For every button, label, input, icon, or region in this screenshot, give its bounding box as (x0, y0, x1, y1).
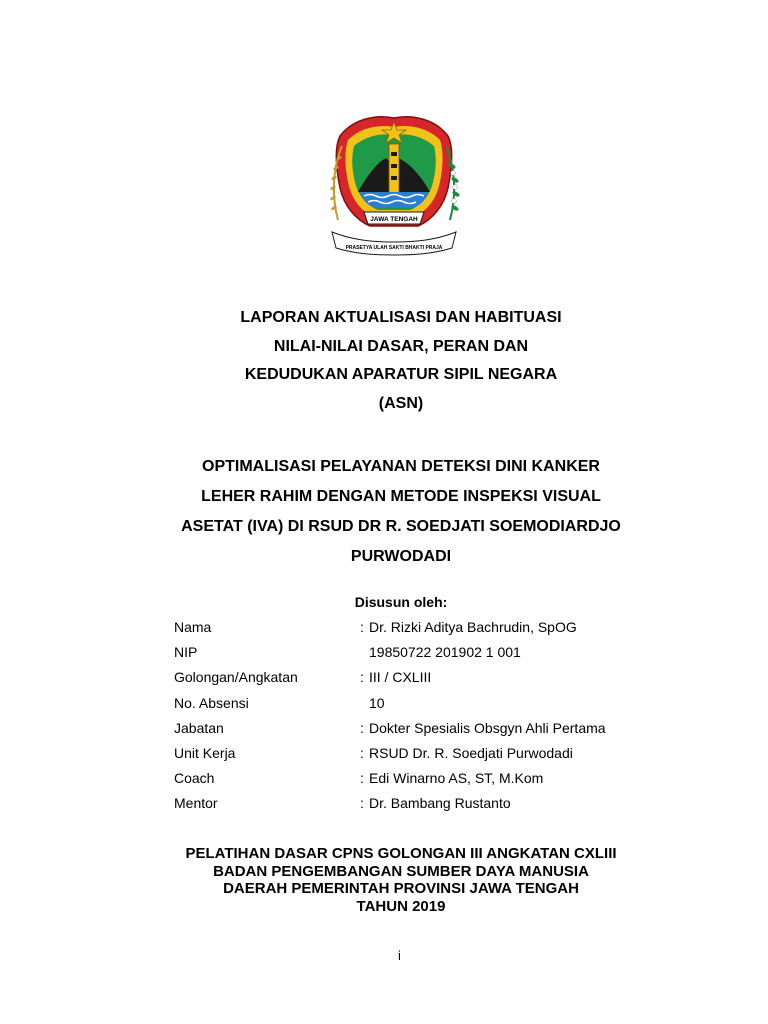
report-title (0, 304, 768, 418)
report-subtitle-line: ASETAT (IVA) DI RSUD DR R. SOEDJATI SOEMODIARDJO (181, 518, 621, 535)
info-separator: : (360, 795, 364, 812)
info-value: 19850722 201902 1 001 (369, 644, 521, 661)
info-label: Mentor (174, 795, 218, 812)
info-value: Dr. Rizki Aditya Bachrudin, SpOG (369, 619, 577, 635)
report-subtitle (0, 452, 768, 572)
info-value: III / CXLIII (369, 669, 432, 686)
info-label: Nama (174, 619, 212, 635)
footer-line: PELATIHAN DASAR CPNS GOLONGAN III ANGKATAN CXLIII (185, 845, 617, 862)
info-separator: : (360, 744, 364, 761)
composer-label: Disusun oleh: (354, 594, 448, 610)
info-separator: : (360, 770, 364, 787)
report-title-line: (ASN) (378, 394, 424, 412)
info-value: 10 (369, 694, 385, 711)
jawa-tengah-emblem (322, 108, 466, 256)
info-label: Coach (174, 770, 215, 787)
emblem-motto-scroll (332, 232, 456, 255)
emblem-tower-detail (391, 164, 397, 168)
info-separator: : (360, 719, 364, 736)
emblem-tower (389, 144, 399, 196)
info-separator: : (360, 669, 364, 686)
emblem-ribbon-text: JAWA TENGAH (370, 216, 418, 223)
info-separator: : (360, 619, 364, 635)
info-value: Dokter Spesialis Obsgyn Ahli Pertama (369, 719, 606, 736)
info-label: Golongan/Angkatan (174, 669, 298, 686)
report-subtitle-line: LEHER RAHIM DENGAN METODE INSPEKSI VISUAL (201, 488, 601, 505)
info-value: Edi Winarno AS, ST, M.Kom (369, 770, 544, 787)
footer-line: DAERAH PEMERINTAH PROVINSI JAWA TENGAH (223, 880, 579, 897)
footer-line: BADAN PENGEMBANGAN SUMBER DAYA MANUSIA (213, 862, 589, 880)
emblem-motto-text: PRASETYA ULAH SAKTI BHAKTI PRAJA (345, 245, 443, 251)
page-number: i (398, 948, 401, 963)
emblem-tower-detail (391, 176, 397, 180)
info-value: Dr. Bambang Rustanto (369, 795, 511, 812)
emblem-tower-detail (391, 152, 397, 156)
report-title-line: LAPORAN AKTUALISASI DAN HABITUASI (240, 309, 562, 326)
footer-line: TAHUN 2019 (356, 897, 446, 915)
report-subtitle-line: OPTIMALISASI PELAYANAN DETEKSI DINI KANKER (202, 458, 600, 475)
institution-footer (0, 845, 768, 915)
info-label: No. Absensi (174, 694, 249, 711)
report-title-line: NILAI-NILAI DASAR, PERAN DAN (273, 337, 529, 355)
report-subtitle-line: PURWODADI (350, 548, 452, 565)
report-title-line: KEDUDUKAN APARATUR SIPIL NEGARA (244, 366, 558, 383)
info-label: Jabatan (174, 719, 224, 736)
info-label: NIP (174, 644, 198, 661)
info-value: RSUD Dr. R. Soedjati Purwodadi (369, 744, 573, 761)
info-label: Unit Kerja (174, 744, 236, 761)
